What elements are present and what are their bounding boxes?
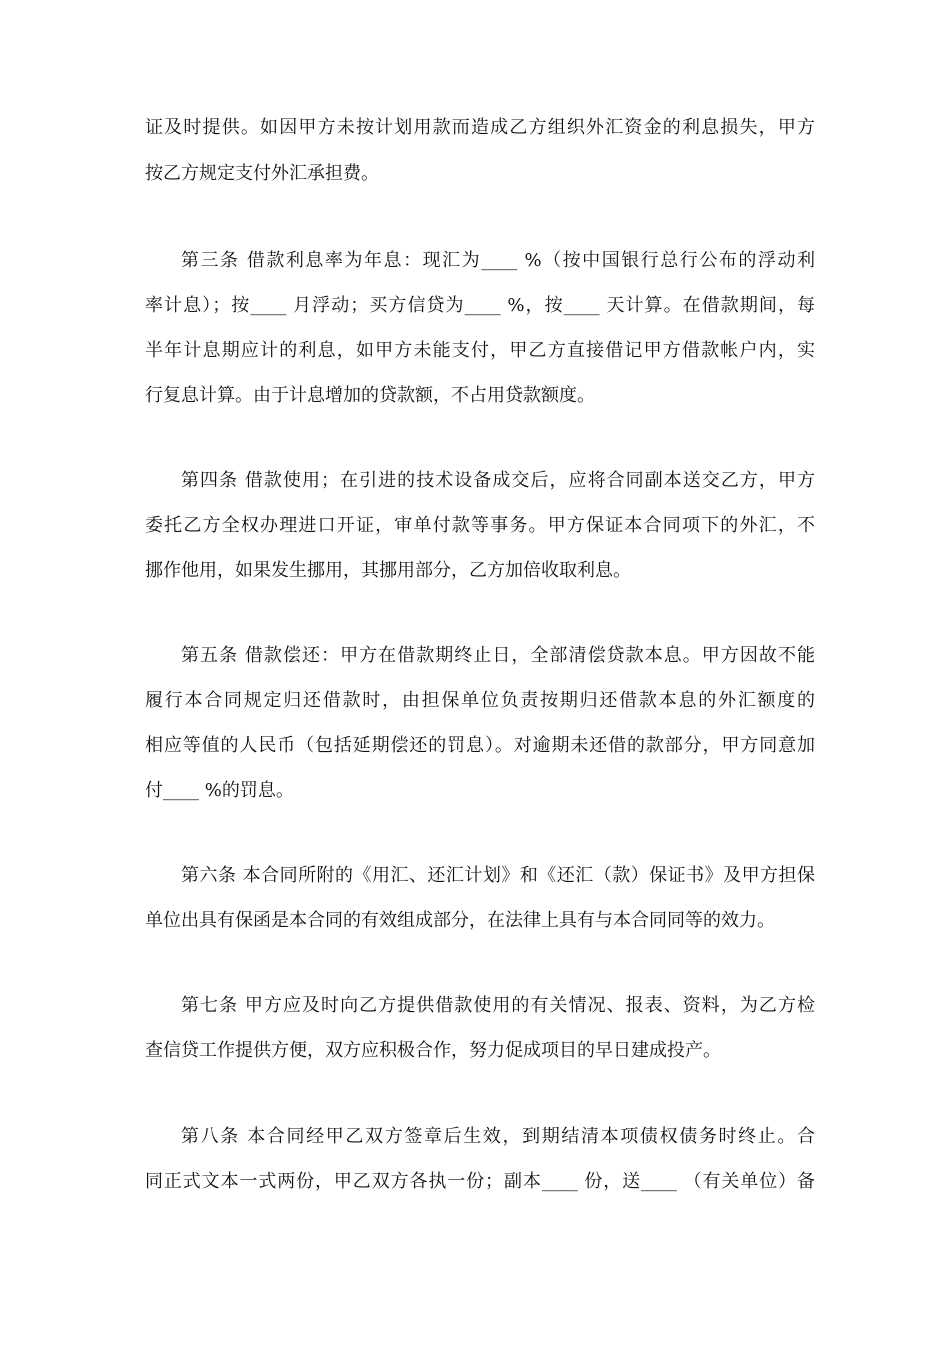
article-5-line-3: 相应等值的人民币（包括延期偿还的罚息）。对逾期未还借的款部分，甲方同意加: [145, 735, 815, 756]
article-3-line-2: 率计息）；按____ 月浮动；买方信贷为____ %，按____ 天计算。在借款期间，每: [145, 295, 815, 316]
article-6-line-2: 单位出具有保函是本合同的有效组成部分，在法律上具有与本合同同等的效力。: [145, 910, 775, 931]
article-8-line-2: 同正式文本一式两份，甲乙双方各执一份；副本____ 份，送____ （有关单位）备: [145, 1171, 815, 1192]
article-8-line-1: 第八条 本合同经甲乙双方签章后生效，到期结清本项债权债务时终止。合: [181, 1126, 815, 1147]
article-3-line-3: 半年计息期应计的利息，如甲方未能支付，甲乙方直接借记甲方借款帐户内，实: [145, 340, 815, 361]
article-3-line-4: 行复息计算。由于计息增加的贷款额，不占用贷款额度。: [145, 385, 595, 406]
article-4-line-3: 挪作他用，如果发生挪用，其挪用部分，乙方加倍收取利息。: [145, 560, 631, 581]
article-5-line-1: 第五条 借款偿还：甲方在借款期终止日，全部清偿贷款本息。甲方因故不能: [181, 645, 815, 666]
article-7-line-1: 第七条 甲方应及时向乙方提供借款使用的有关情况、报表、资料，为乙方检: [181, 995, 815, 1016]
article-7-line-2: 查信贷工作提供方便，双方应积极合作，努力促成项目的早日建成投产。: [145, 1040, 721, 1061]
article-5-line-4: 付____ %的罚息。: [145, 780, 294, 801]
article-5-line-2: 履行本合同规定归还借款时，由担保单位负责按期归还借款本息的外汇额度的: [145, 690, 815, 711]
article-4-line-2: 委托乙方全权办理进口开证，审单付款等事务。甲方保证本合同项下的外汇，不: [145, 515, 815, 536]
article-3-line-1: 第三条 借款利息率为年息：现汇为____ %（按中国银行总行公布的浮动利: [181, 250, 815, 271]
article-4-line-1: 第四条 借款使用；在引进的技术设备成交后，应将合同副本送交乙方，甲方: [181, 470, 815, 491]
paragraph-cont-line-1: 证及时提供。如因甲方未按计划用款而造成乙方组织外汇资金的利息损失，甲方: [145, 117, 815, 138]
paragraph-cont-line-2: 按乙方规定支付外汇承担费。: [145, 163, 379, 184]
article-6-line-1: 第六条 本合同所附的《用汇、还汇计划》和《还汇（款）保证书》及甲方担保: [181, 865, 815, 886]
